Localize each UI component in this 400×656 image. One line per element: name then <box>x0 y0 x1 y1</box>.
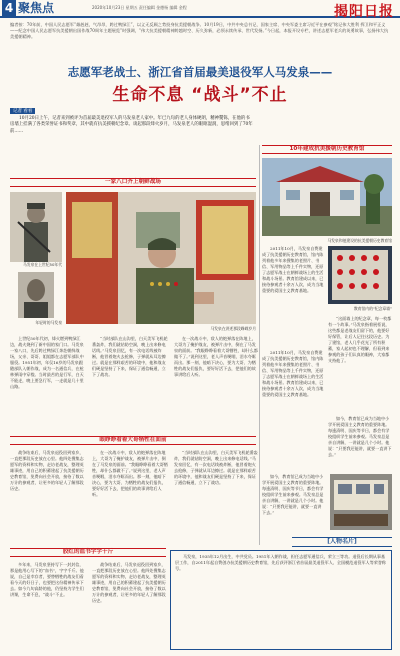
caption-soldier: 马发泉在上世纪50年代 <box>22 262 62 267</box>
museum-photo <box>262 158 392 236</box>
article-lead: 10月20日上午，记者来到被评为首届最美退役军人的马发泉老人家中。年已九旬的老人身体硬朗，精神矍铄，在他的书房墙上挂满了各类荣誉证书和奖章，其中就有抗美援朝纪念章。谈起那段烽火岁月，马发泉老人的眼眶湿润，思绪回到了70年前…… <box>10 116 253 134</box>
issue-meta: 2020年10月23日 星期五 责任编辑 金德杨 编辑 金程 <box>92 5 187 10</box>
page-header <box>0 0 400 18</box>
portrait-young <box>18 272 54 318</box>
right-column-text-2: “这面墙上的纪念章，每一枚都有一个故事。”马发泉指着展柜说，这些都是老战友们留下的，他要好好保管，让后人记住这段历史。为了建馆，老人几乎花光了所有积蓄，家人起初也不理解，但看到来参观的孩子们认真的眼神，大家都支持他了。 <box>328 316 392 363</box>
section-title: 聚焦点 <box>18 1 55 15</box>
column-2-text: “当时部队在山沟里，白天美军飞机轮番轰炸，我们就钻防空洞，晚上出来修电话线。”马发泉回忆，有一次电话线被炸断，他冒着炮火去抢修，子弹就从耳边擦过。就是在那样艰苦的环境中，他和战友们硬是坚持了下来，保证了通信畅通，立下了战功。 <box>92 336 168 377</box>
column-4-text: 战争结束后，马发泉退役回到家乡，一直把那段历史放在心里。他四处搜集志愿军的资料和实物，走访老战友，整理英雄事迹，用自己的积蓄建起了抗美援朝历史教育馆，免费向社会开放，接待了数以万计的参观者，让更多的年轻人了解那段历史。 <box>10 450 84 491</box>
byline: 记者 看看 <box>10 108 35 114</box>
section-head-museum: 10年建成抗美援朝历史教育馆 <box>262 145 392 154</box>
article-subtitle: 志愿军老战士、浙江省首届最美退役军人马发泉—— <box>67 65 333 79</box>
editor-note: 编者按：70年前，中国人民志愿军“雄赳赳，气昂昂，跨过鸭绿江”，以义无反顾之势投身抗美援朝战争。10月19日，中共中央总书记、国家主席、中央军委主席习近平在参观“铭记伟大胜利 捍卫和平正义——纪念中国人民志愿军抗美援朝出国作战70周年主题展览”时强调，“伟大抗美援朝精神跨越时空、历久弥新，必须永续传承、世代发扬。”今日起，本报开设专栏，讲述志愿军老兵的英勇故事，弘扬伟大抗美援朝精神。 <box>10 22 389 39</box>
section-head-2: 眼睁睁看着大哥牺牲在面前 <box>10 436 256 445</box>
right-column-text-5: 如今，教育馆已成为当地中小学开展爱国主义教育的重要阵地。每逢清明、国庆等节日，都会有学校组织学生前来参观。马发泉总是亲自讲解，一讲就是几个小时。他说：“只要我还能讲，就要一直讲下去。” <box>262 474 324 515</box>
caption-museum: 马发泉和他建设的抗美援朝历史教育馆 <box>327 238 392 243</box>
soldier-photo-young <box>10 192 62 262</box>
caption-medal-wall: 教育馆内的“纪念章墙” <box>353 306 392 311</box>
page-number: 4 <box>2 0 16 17</box>
exhibit-photo <box>330 474 392 530</box>
medal-wall-photo <box>328 246 392 304</box>
caption-veteran: 马发泉在讲述那段峥嵘岁月 <box>210 326 256 331</box>
section-head-3: 胶红的血书字字千斤 <box>10 548 166 557</box>
column-divider <box>259 145 260 545</box>
right-column-text-1: 2011年10月，马发泉自费建成了抗美援朝历史教育馆，馆内陈列着他多年来搜集的老照片、书信、军用物品等上千件实物，还原了志愿军战士在朝鲜战场上的生活和战斗场景。教育馆建成以来，已接待参观者十余万人次，成为当地重要的爱国主义教育基地。 <box>262 246 324 293</box>
profile-card: 马发泉，1935年12月出生，中共党员。1951年入朝作战，担任志愿军通信兵，荣立三等功。退役后长期从事基层工作，自2011年起自费创办抗美援朝历史教育馆，先后获评浙江省首届最美退役军人、全国模范退役军人等荣誉称号。 <box>170 550 392 650</box>
right-column-text-4: 如今，教育馆已成为当地中小学开展爱国主义教育的重要阵地。每逢清明、国庆等节日，都会有学校组织学生前来参观。马发泉总是亲自讲解，一讲就是几个小时。他说：“只要我还能讲，就要一直讲下去。” <box>328 416 392 457</box>
column-3-text: 在一次战斗中，敌人的炮弹落在阵地上，大哥为了掩护战友，被弹片击中，倒在了马发泉的面前。“我眼睁睁看着大哥牺牲，却什么都做不了。”说到这里，老人声音哽咽，泪水夺眶而出。那一刻，他暗下决心，要为大哥、为牺牲的战友们报仇，要好好活下去，把他们的故事讲给后人听。 <box>174 336 258 377</box>
column-8-text: 战争结束后，马发泉退役回到家乡，一直把那段历史放在心里。他四处搜集志愿军的资料和实物，走访老战友，整理英雄事迹，用自己的积蓄建起了抗美援朝历史教育馆，免费向社会开放，接待了数以万计的参观者，让更多的年轻人了解那段历史。 <box>92 562 166 603</box>
veteran-photo <box>66 192 256 324</box>
column-7-text: 多年来，马发泉坚持写下一封封信，那是他用心写下的“血书”，字字千斤。他说，自己是幸存者，要替牺牲的战友们看看今天的好日子，也要把这份精神传承下去。如今九旬高龄的他，仍坚持为学生们讲课，生命不息，“战斗”不止。 <box>10 562 84 597</box>
section-head-1: 一家八口齐上朝鲜战场 <box>10 178 256 187</box>
column-1-text: 上世纪50年代初，烽火燃到鸭绿江边，战火烧到了新中国的家门口。马发泉一家八口，先后跨过鸭绿江奔赴朝鲜战场，父亲、哥哥、姐姐都在志愿军部队中服役。1951年初，年仅16岁的马发泉跟随部队入朝作战，成为一名通信兵，在枪林弹雨中穿梭。当时最苦的是行军，白天不能走，晚上要急行军，一走就是几十里山路。 <box>10 336 84 389</box>
column-6-text: “当时部队在山沟里，白天美军飞机轮番轰炸，我们就钻防空洞，晚上出来修电话线。”马发泉回忆，有一次电话线被炸断，他冒着炮火去抢修，子弹就从耳边擦过。就是在那样艰苦的环境中，他和战友们硬是坚持了下来，保证了通信畅通，立下了战功。 <box>174 450 258 485</box>
caption-portrait: 年轻时的马发泉 <box>35 320 62 325</box>
right-column-text-3: 2011年10月，马发泉自费建成了抗美援朝历史教育馆，馆内陈列着他多年来搜集的老照片、书信、军用物品等上千件实物，还原了志愿军战士在朝鲜战场上的生活和战斗场景。教育馆建成以来，已接待参观者十余万人次，成为当地重要的爱国主义教育基地。 <box>262 350 324 397</box>
article-title: 生命不息 “战斗”不止 <box>112 85 288 105</box>
masthead-logo: 揭阳日报 <box>334 4 394 20</box>
profile-heading: [人物名片] <box>292 537 392 547</box>
column-5-text: 在一次战斗中，敌人的炮弹落在阵地上，大哥为了掩护战友，被弹片击中，倒在了马发泉的面前。“我眼睁睁看着大哥牺牲，却什么都做不了。”说到这里，老人声音哽咽，泪水夺眶而出。那一刻，他暗下决心，要为大哥、为牺牲的战友们报仇，要好好活下去，把他们的故事讲给后人听。 <box>92 450 168 497</box>
